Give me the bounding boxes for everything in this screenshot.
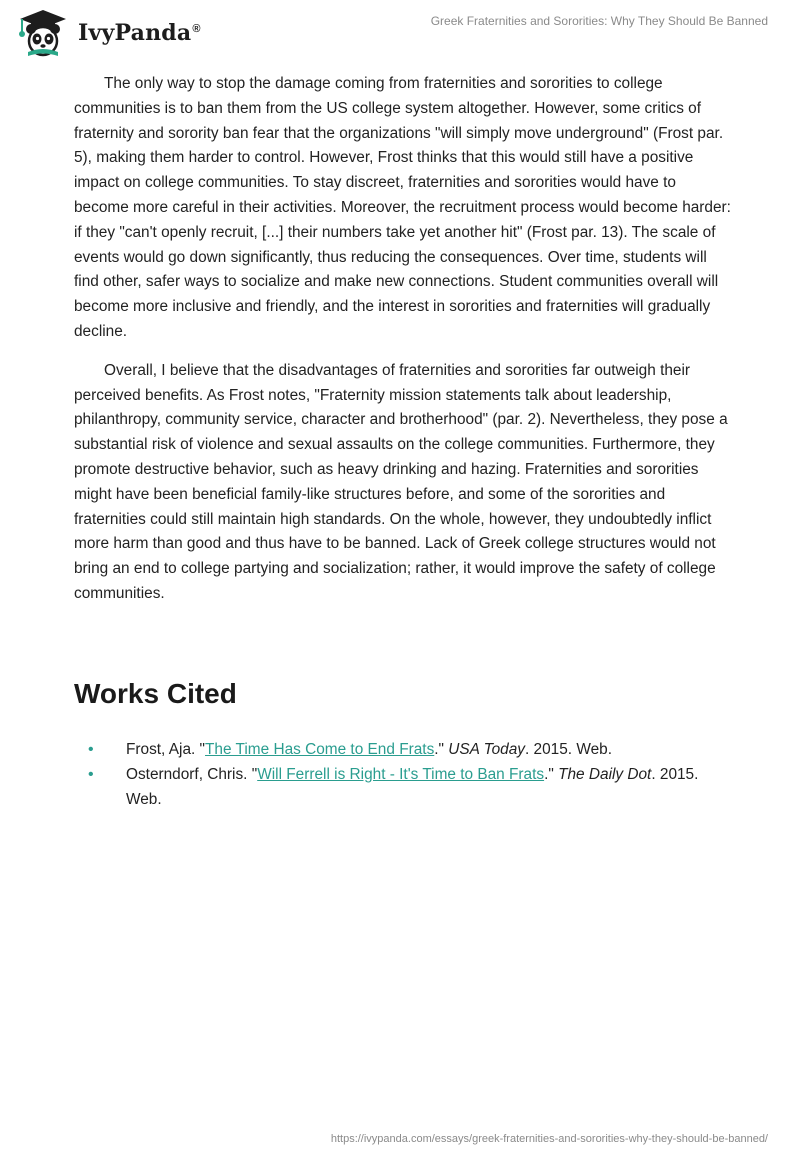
reference-source: The Daily Dot xyxy=(558,765,652,783)
works-cited-heading: Works Cited xyxy=(74,678,237,709)
reference-suffix: . 2015. Web. xyxy=(126,765,699,808)
list-item xyxy=(74,763,734,813)
essay-body xyxy=(74,72,734,621)
reference-prefix: Osterndorf, Chris. " xyxy=(126,765,258,783)
reference-link[interactable]: The Time Has Come to End Frats xyxy=(205,741,435,758)
panda-graduate-icon xyxy=(14,8,72,58)
bullet-icon: • xyxy=(88,741,94,758)
works-cited-list xyxy=(74,738,734,812)
reference-suffix: . 2015. Web. xyxy=(525,741,612,758)
reference-link[interactable]: Will Ferrell is Right - It's Time to Ban Frats xyxy=(257,765,545,783)
reference-source: USA Today xyxy=(448,741,525,758)
page-header xyxy=(0,0,800,64)
registered-mark: ® xyxy=(192,22,201,35)
list-item xyxy=(74,738,734,763)
reference-prefix: Frost, Aja. " xyxy=(126,741,206,758)
logo-text: IvyPanda xyxy=(78,20,192,46)
bullet-icon: • xyxy=(88,765,94,783)
paragraph: Overall, I believe that the disadvantages of fraternities and sororities far outweigh their perceived benefits. As Frost notes, "Fraternity mission statements talk about leadership, philanthropy, community service, character and brotherhood" (par. 2). Nevertheless, they pose a substantial risk of violence and sexual assaults on the college communities. Furthermore, they promote destructive behavior, such as heavy drinking and hazing. Fraternities and sororities might have been beneficial family-like structures before, and some of the sororities and fraternities could still maintain high standards. On the whole, however, they undoubtedly inflict more harm than good and thus have to be banned. Lack of Greek college structures would not bring an end to college partying and socialization; rather, it would improve the safety of college communities. xyxy=(74,361,728,602)
logo-wordmark xyxy=(78,20,201,46)
reference-middle: ." xyxy=(544,765,559,783)
paragraph: The only way to stop the damage coming from fraternities and sororities to college communities is to ban them from the US college system altogether. However, some critics of fraternity and sorority ban fear that the organizations "will simply move underground" (Frost par. 5), making them harder to control. However, Frost thinks that this would still have a positive impact on college communities. To stay discreet, fraternities and sororities would have to become more careful in their activities. Moreover, the recruitment process would become harder: if they "can't openly recruit, [...] their numbers take yet another hit" (Frost par. 13). The scale of events would go down significantly, thus reducing the consequences. Over time, students will find other, safer ways to socialize and make new connections. Student communities overall will become more inclusive and friendly, and the interest in sororities and fraternities will gradually decline. xyxy=(74,75,731,340)
reference-middle: ." xyxy=(434,741,449,758)
footer-url: https://ivypanda.com/essays/greek-fraternities-and-sororities-why-they-should-be-banned/ xyxy=(330,1133,768,1145)
ivypanda-logo[interactable] xyxy=(14,8,201,58)
document-title: Greek Fraternities and Sororities: Why They Should Be Banned xyxy=(430,14,768,28)
